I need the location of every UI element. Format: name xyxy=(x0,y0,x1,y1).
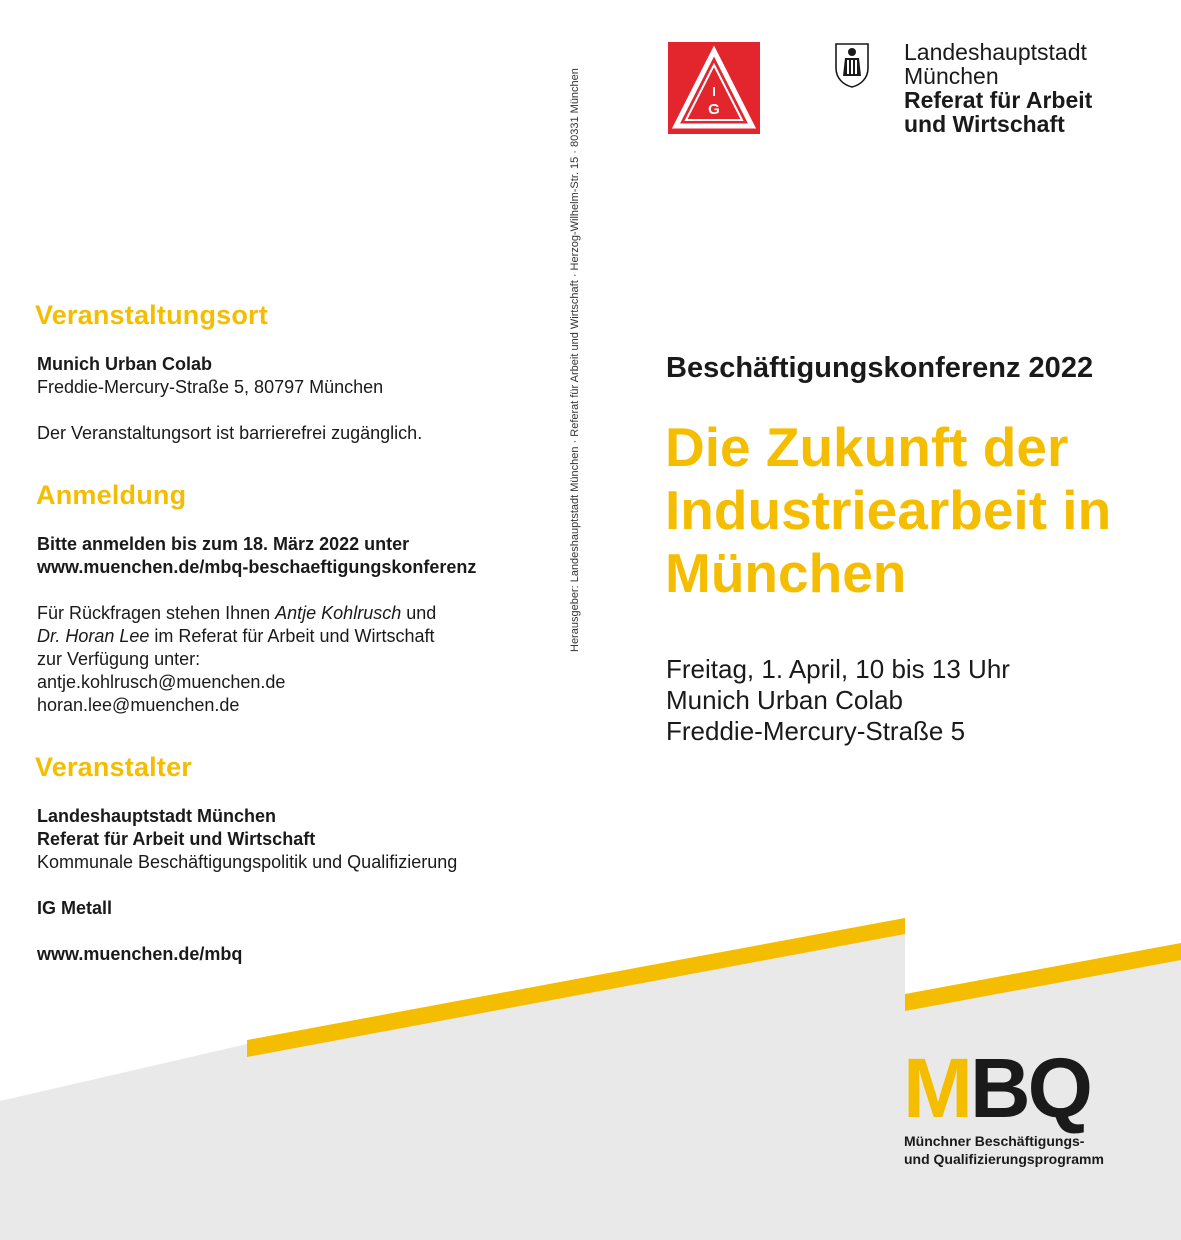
city-logo-text xyxy=(904,40,1092,136)
questions-rest2: zur Verfügung unter: xyxy=(37,649,201,669)
mbq-url[interactable]: www.muenchen.de/mbq xyxy=(37,944,243,964)
organizer-heading: Veranstalter xyxy=(35,752,192,782)
city-line2: München xyxy=(904,63,999,89)
event-details xyxy=(666,654,1010,747)
event-street: Freddie-Mercury-Straße 5 xyxy=(666,716,966,746)
registration-deadline: Bitte anmelden bis zum 18. März 2022 unter xyxy=(37,534,410,554)
dept-line2: und Wirtschaft xyxy=(904,111,1065,137)
mbq-logo-m: M xyxy=(903,1041,970,1135)
igm-triangle-icon xyxy=(668,42,760,134)
organizer-igm: IG Metall xyxy=(37,898,113,918)
email-lee[interactable]: horan.lee@muenchen.de xyxy=(37,695,240,715)
mbq-caption-line1: Münchner Beschäftigungs- xyxy=(904,1133,1085,1149)
igm-letter-i: I xyxy=(712,84,716,99)
email-kohlrusch[interactable]: antje.kohlrusch@muenchen.de xyxy=(37,672,286,692)
organizer-dept: Referat für Arbeit und Wirtschaft xyxy=(37,829,316,849)
title-line3: München xyxy=(665,542,907,604)
mbq-caption-line2: und Qualifizierungsprogramm xyxy=(904,1151,1104,1167)
registration-heading: Anmeldung xyxy=(36,480,187,510)
contact-lee: Dr. Horan Lee xyxy=(37,626,150,646)
mbq-caption xyxy=(904,1132,1104,1168)
title-line2: Industriearbeit in xyxy=(665,479,1112,541)
muenchen-kindl-crest-icon xyxy=(834,42,870,88)
contact-kohlrusch: Antje Kohlrusch xyxy=(275,603,402,623)
ig-metall-logo xyxy=(668,42,760,134)
organizer-city: Landeshauptstadt München xyxy=(37,806,277,826)
venue-heading: Veranstaltungsort xyxy=(35,300,268,330)
venue-accessibility: Der Veranstaltungsort ist barrierefrei zugänglich. xyxy=(37,423,423,443)
organizer-unit: Kommunale Beschäftigungspolitik und Qualifizierung xyxy=(37,852,458,872)
event-date: Freitag, 1. April, 10 bis 13 Uhr xyxy=(666,654,1010,684)
questions-rest1: im Referat für Arbeit und Wirtschaft xyxy=(149,626,435,646)
venue-name: Munich Urban Colab xyxy=(37,354,212,374)
venue-address: Freddie-Mercury-Straße 5, 80797 München xyxy=(37,377,384,397)
mbq-logo xyxy=(903,1041,1090,1135)
event-venue: Munich Urban Colab xyxy=(666,685,904,715)
igm-letter-g: G xyxy=(708,101,720,118)
questions-text xyxy=(37,602,537,717)
conference-name: Beschäftigungskonferenz 2022 xyxy=(666,352,1094,384)
mbq-logo-bq: BQ xyxy=(969,1041,1090,1135)
registration-link[interactable]: www.muenchen.de/mbq-beschaeftigungskonferenz xyxy=(37,557,477,577)
questions-and: und xyxy=(401,603,437,623)
city-line1: Landeshauptstadt xyxy=(904,39,1087,65)
dept-line1: Referat für Arbeit xyxy=(904,87,1093,113)
main-title xyxy=(665,416,1111,605)
questions-prefix: Für Rückfragen stehen Ihnen xyxy=(37,603,276,623)
imprint-vertical: Herausgeber: Landeshauptstadt München · Referat für Arbeit und Wirtschaft · Herzog-Wilhelm-Str. 15 · 80331 München xyxy=(569,68,581,652)
title-line1: Die Zukunft der xyxy=(665,416,1069,478)
